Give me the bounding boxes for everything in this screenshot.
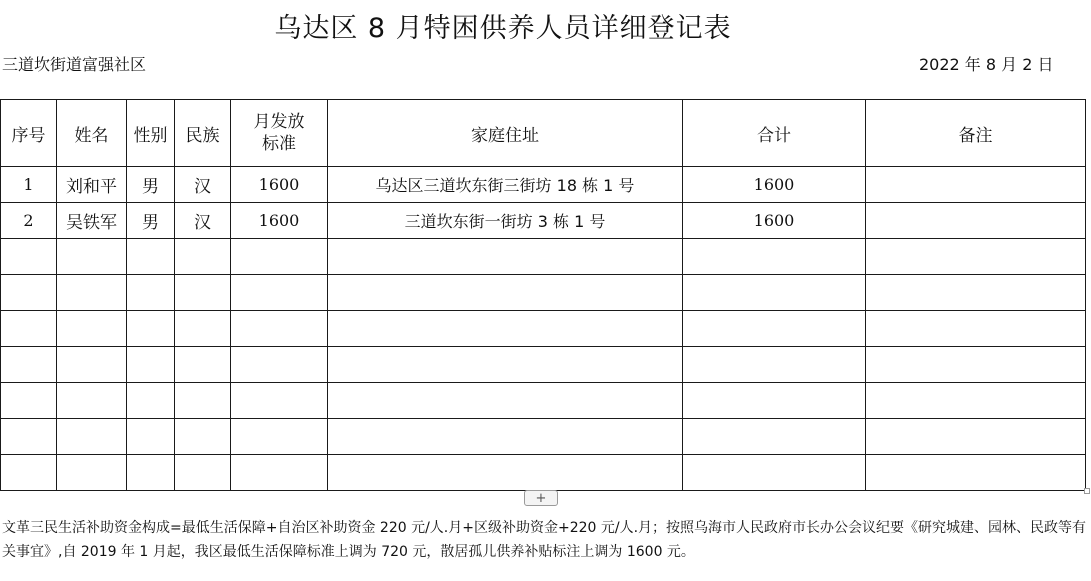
empty-cell[interactable] — [127, 455, 175, 491]
empty-cell[interactable] — [866, 239, 1086, 275]
empty-cell[interactable] — [328, 419, 683, 455]
empty-cell[interactable] — [866, 275, 1086, 311]
empty-cell[interactable] — [57, 455, 127, 491]
empty-cell[interactable] — [231, 383, 328, 419]
empty-cell[interactable] — [328, 311, 683, 347]
cell-seq[interactable]: 1 — [1, 167, 57, 203]
cell-monthly-standard[interactable]: 1600 — [231, 167, 328, 203]
cell-ethnicity[interactable]: 汉 — [175, 203, 231, 239]
empty-table-row — [1, 347, 1086, 383]
empty-cell[interactable] — [231, 275, 328, 311]
empty-cell[interactable] — [683, 383, 866, 419]
empty-cell[interactable] — [328, 383, 683, 419]
cell-remarks[interactable] — [866, 167, 1086, 203]
empty-table-row — [1, 383, 1086, 419]
empty-cell[interactable] — [175, 455, 231, 491]
cell-total[interactable]: 1600 — [683, 203, 866, 239]
empty-table-row — [1, 239, 1086, 275]
cell-monthly-standard[interactable]: 1600 — [231, 203, 328, 239]
empty-cell[interactable] — [866, 311, 1086, 347]
cell-name[interactable]: 吴铁军 — [57, 203, 127, 239]
add-row-button[interactable]: + — [524, 490, 558, 506]
empty-cell[interactable] — [57, 419, 127, 455]
empty-table-row — [1, 275, 1086, 311]
table-header-row — [1, 100, 1086, 167]
empty-cell[interactable] — [127, 383, 175, 419]
header-ethnicity[interactable]: 民族 — [175, 100, 231, 167]
empty-table-row — [1, 419, 1086, 455]
table-row — [1, 167, 1086, 203]
empty-cell[interactable] — [1, 383, 57, 419]
empty-cell[interactable] — [127, 347, 175, 383]
cell-gender[interactable]: 男 — [127, 203, 175, 239]
empty-cell[interactable] — [328, 275, 683, 311]
empty-cell[interactable] — [175, 419, 231, 455]
empty-cell[interactable] — [683, 311, 866, 347]
table-row — [1, 203, 1086, 239]
empty-cell[interactable] — [231, 455, 328, 491]
empty-cell[interactable] — [683, 239, 866, 275]
header-monthly-standard-line1: 月发放 — [253, 112, 305, 132]
empty-cell[interactable] — [328, 347, 683, 383]
cell-ethnicity[interactable]: 汉 — [175, 167, 231, 203]
empty-cell[interactable] — [683, 347, 866, 383]
empty-cell[interactable] — [57, 239, 127, 275]
empty-cell[interactable] — [1, 275, 57, 311]
empty-cell[interactable] — [1, 239, 57, 275]
cell-remarks[interactable] — [866, 203, 1086, 239]
cell-gender[interactable]: 男 — [127, 167, 175, 203]
empty-cell[interactable] — [57, 311, 127, 347]
header-monthly-standard-line2: 标准 — [262, 134, 296, 154]
empty-cell[interactable] — [1, 419, 57, 455]
header-monthly-standard[interactable] — [231, 100, 328, 167]
empty-cell[interactable] — [328, 455, 683, 491]
table-resize-handle[interactable] — [1084, 488, 1090, 494]
empty-cell[interactable] — [683, 275, 866, 311]
empty-cell[interactable] — [127, 419, 175, 455]
empty-cell[interactable] — [127, 239, 175, 275]
empty-cell[interactable] — [175, 383, 231, 419]
empty-table-row — [1, 311, 1086, 347]
empty-table-row — [1, 455, 1086, 491]
header-seq[interactable]: 序号 — [1, 100, 57, 167]
cell-address[interactable]: 三道坎东街一街坊 3 栋 1 号 — [328, 203, 683, 239]
header-name[interactable]: 姓名 — [57, 100, 127, 167]
header-address[interactable]: 家庭住址 — [328, 100, 683, 167]
empty-cell[interactable] — [866, 347, 1086, 383]
page-title: 乌达区 8 月特困供养人员详细登记表 — [274, 13, 732, 44]
empty-cell[interactable] — [231, 311, 328, 347]
empty-cell[interactable] — [57, 383, 127, 419]
registration-table-wrapper — [0, 99, 1085, 491]
footnote: 文革三民生活补助资金构成=最低生活保障+自治区补助资金 220 元/人.月+区级补助资金+220 元/人.月；按照乌海市人民政府市长办公会议纪要《研究城建、园林、民政等有关事宜》,自 2019 年 1 月起，我区最低生活保障标准上调为 720 元，散居孤儿供养补贴标注上调为 1600 元。 — [2, 520, 1087, 560]
community-name: 三道坎街道富强社区 — [2, 55, 147, 74]
empty-cell[interactable] — [57, 347, 127, 383]
empty-cell[interactable] — [175, 275, 231, 311]
empty-cell[interactable] — [866, 419, 1086, 455]
cell-address[interactable]: 乌达区三道坎东街三街坊 18 栋 1 号 — [328, 167, 683, 203]
empty-cell[interactable] — [231, 239, 328, 275]
empty-cell[interactable] — [231, 347, 328, 383]
empty-cell[interactable] — [866, 383, 1086, 419]
header-gender[interactable]: 性别 — [127, 100, 175, 167]
empty-cell[interactable] — [175, 311, 231, 347]
header-remarks[interactable]: 备注 — [866, 100, 1086, 167]
header-total[interactable]: 合计 — [683, 100, 866, 167]
empty-cell[interactable] — [866, 455, 1086, 491]
empty-cell[interactable] — [1, 455, 57, 491]
table-body — [1, 167, 1086, 491]
empty-cell[interactable] — [127, 311, 175, 347]
empty-cell[interactable] — [57, 275, 127, 311]
empty-cell[interactable] — [328, 239, 683, 275]
cell-total[interactable]: 1600 — [683, 167, 866, 203]
cell-seq[interactable]: 2 — [1, 203, 57, 239]
empty-cell[interactable] — [683, 419, 866, 455]
report-date: 2022 年 8 月 2 日 — [919, 55, 1054, 74]
empty-cell[interactable] — [127, 275, 175, 311]
empty-cell[interactable] — [1, 347, 57, 383]
empty-cell[interactable] — [231, 419, 328, 455]
registration-table — [0, 99, 1086, 491]
empty-cell[interactable] — [175, 347, 231, 383]
empty-cell[interactable] — [175, 239, 231, 275]
cell-name[interactable]: 刘和平 — [57, 167, 127, 203]
empty-cell[interactable] — [1, 311, 57, 347]
empty-cell[interactable] — [683, 455, 866, 491]
